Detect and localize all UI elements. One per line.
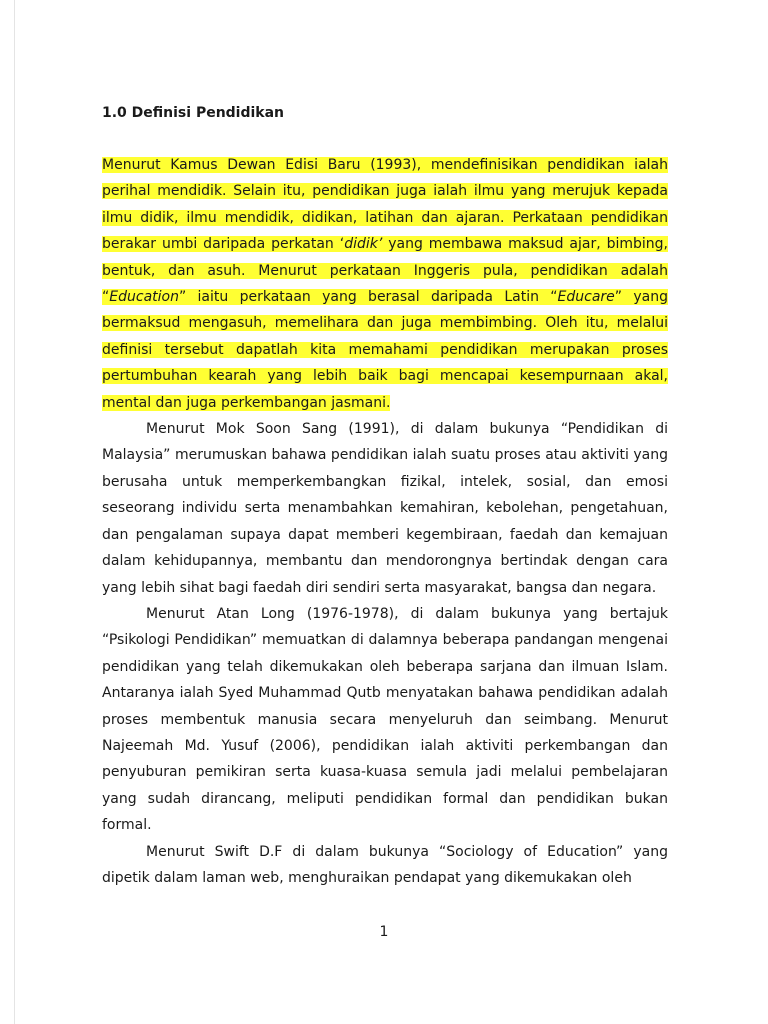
paragraph1-text-part3: ” iaitu perkataan yang berasal daripada Latin “: [178, 289, 558, 306]
paragraph-swift: Menurut Swift D.F di dalam bukunya “Sociology of Education” yang dipetik dalam laman web, menghuraikan pendapat yang dikemukakan oleh: [102, 843, 668, 886]
section-heading: 1.0 Definisi Pendidikan: [102, 105, 285, 121]
paragraph1-italic-didik: didik’: [344, 236, 383, 253]
paragraph1-text-part1: Menurut Kamus Dewan Edisi Baru (1993), mendefinisikan pendidikan ialah perihal mendidik. Selain itu, pendidikan juga ialah ilmu yang merujuk kepada ilmu didik, ilmu mendidik, didikan, latihan dan ajaran. Perkataan pendidikan berakar umbi daripada perkatan ‘: [102, 157, 668, 253]
paragraph1-text-part4: ” yang bermaksud mengasuh, memelihara dan juga membimbing. Oleh itu, melalui definisi tersebut dapatlah kita memahami pendidikan merupakan proses pertumbuhan kearah yang lebih baik bagi mencapai kesempurnaan akal, mental dan juga perkembangan jasmani.: [102, 289, 668, 411]
page-edge-line: [14, 0, 15, 1024]
paragraph1-italic-educare: Educare: [557, 289, 615, 306]
highlighted-text: [102, 157, 668, 411]
paragraph-definition-highlighted: [102, 152, 668, 416]
page-number: 1: [379, 924, 389, 940]
paragraph1-italic-education: Education: [109, 289, 179, 306]
paragraph1-text-part2: yang membawa maksud ajar, bimbing, bentuk, dan asuh. Menurut perkataan Inggeris pula, pendidikan adalah “: [102, 236, 669, 306]
paragraph-mok-soon-sang: Menurut Mok Soon Sang (1991), di dalam bukunya “Pendidikan di Malaysia” merumuskan bahawa pendidikan ialah suatu proses atau aktiviti yang berusaha untuk memperkembangkan fizikal, intelek, sosial, dan emosi seseorang individu serta menambahkan kemahiran, kebolehan, pengetahuan, dan pengalaman supaya dapat memberi kegembiraan, faedah dan kemajuan dalam kehidupannya, membantu dan mendorongnya bertindak dengan cara yang lebih sihat bagi faedah diri sendiri serta masyarakat, bangsa dan negara.: [102, 421, 668, 596]
paragraph-atan-long: Menurut Atan Long (1976-1978), di dalam bukunya yang bertajuk “Psikologi Pendidikan” memuatkan di dalamnya beberapa pandangan mengenai pendidikan yang telah dikemukakan oleh beberapa sarjana dan ilmuan Islam. Antaranya ialah Syed Muhammad Qutb menyatakan bahawa pendidikan adalah proses membentuk manusia secara menyeluruh dan seimbang. Menurut Najeemah Md. Yusuf (2006), pendidikan ialah aktiviti perkembangan dan penyuburan pemikiran serta kuasa-kuasa semula jadi melalui pembelajaran yang sudah dirancang, meliputi pendidikan formal dan pendidikan bukan formal.: [102, 605, 668, 834]
document-body: [102, 100, 668, 891]
